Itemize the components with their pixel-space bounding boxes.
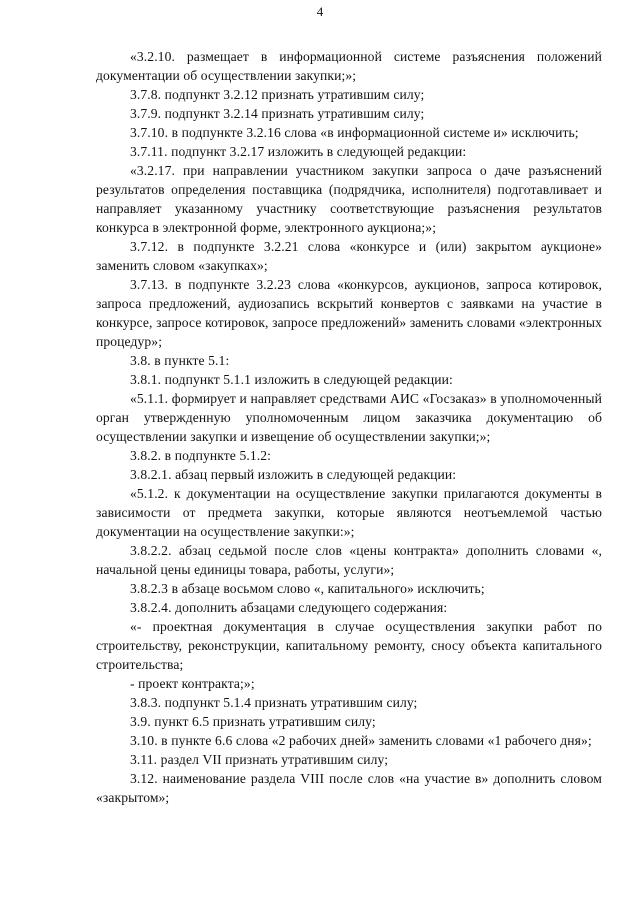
paragraph: 3.7.10. в подпункте 3.2.16 слова «в информационной системе и» исключить;	[130, 125, 579, 140]
paragraph: «- проектная документация в случае осуществления закупки работ по строительству, реконструкции, капитальному ремонту, сносу объекта капитального строительства;	[96, 619, 602, 672]
paragraph: 3.7.13. в подпункте 3.2.23 слова «конкурсов, аукционов, запроса котировок, запроса предложений, аудиозапись вскрытий конвертов с заявками на участие в конкурсе, запросе котировок, запросе предложений» заменить словами «электронных процедур»;	[96, 277, 602, 349]
page-number: 4	[316, 4, 324, 19]
paragraph: 3.7.12. в подпункте 3.2.21 слова «конкурсе и (или) закрытом аукционе» заменить словом «закупках»;	[96, 239, 602, 273]
paragraph: 3.12. наименование раздела VIII после слов «на участие в» дополнить словом «закрытом»;	[96, 771, 602, 805]
paragraph: 3.8.2.3 в абзаце восьмом слово «, капитального» исключить;	[130, 581, 485, 596]
paragraph: 3.7.8. подпункт 3.2.12 признать утратившим силу;	[130, 87, 425, 102]
paragraph: «3.2.17. при направлении участником закупки запроса о даче разъяснений результатов определения поставщика (подрядчика, исполнителя) подготавливает и направляет указанному участнику соответствующие разъяснения результатов конкурса в электронной форме, электронного аукциона;»;	[96, 163, 602, 235]
paragraph: 3.10. в пункте 6.6 слова «2 рабочих дней» заменить словами «1 рабочего дня»;	[130, 733, 592, 748]
paragraph: 3.9. пункт 6.5 признать утратившим силу;	[130, 714, 376, 729]
paragraph: «5.1.2. к документации на осуществление закупки прилагаются документы в зависимости от предмета закупки, которые являются неотъемлемой частью документации на осуществление закупки:»;	[96, 486, 602, 539]
document-body	[96, 47, 602, 807]
paragraph: 3.8.2.1. абзац первый изложить в следующей редакции:	[130, 467, 457, 482]
paragraph: 3.7.11. подпункт 3.2.17 изложить в следующей редакции:	[130, 144, 467, 159]
paragraph: 3.7.9. подпункт 3.2.14 признать утратившим силу;	[130, 106, 425, 121]
paragraph: 3.8.2.4. дополнить абзацами следующего содержания:	[130, 600, 448, 615]
paragraph: 3.8.2.2. абзац седьмой после слов «цены контракта» дополнить словами «, начальной цены единицы товара, работы, услуги»;	[96, 543, 602, 577]
paragraph: 3.8.3. подпункт 5.1.4 признать утратившим силу;	[130, 695, 418, 710]
paragraph: «5.1.1. формирует и направляет средствами АИС «Госзаказ» в уполномоченный орган утвержденную уполномоченным лицом заказчика документацию об осуществлении закупки и извещение об осуществлении закупки;»;	[96, 391, 602, 444]
paragraph: 3.11. раздел VII признать утратившим силу;	[130, 752, 389, 767]
paragraph: - проект контракта;»;	[130, 676, 255, 691]
paragraph: 3.8. в пункте 5.1:	[130, 353, 230, 368]
paragraph: «3.2.10. размещает в информационной системе разъяснения положений документации об осуществлении закупки;»;	[96, 49, 602, 83]
paragraph: 3.8.1. подпункт 5.1.1 изложить в следующей редакции:	[130, 372, 453, 387]
paragraph: 3.8.2. в подпункте 5.1.2:	[130, 448, 272, 463]
